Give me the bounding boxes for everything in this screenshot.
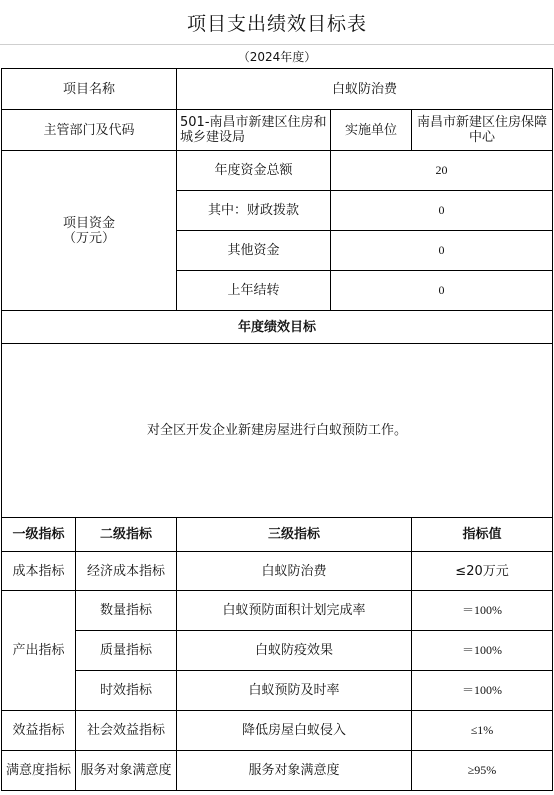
- indicator-level3: 降低房屋白蚁侵入: [177, 711, 412, 751]
- funds-item-value: 0: [331, 271, 553, 311]
- funds-item-label: 其中：财政拨款: [177, 191, 331, 231]
- project-name-row: [2, 69, 553, 110]
- indicator-level1: 效益指标: [2, 711, 76, 751]
- indicator-level3: 白蚁防疫效果: [177, 631, 412, 671]
- header-level3: 三级指标: [177, 518, 412, 552]
- funds-label: 项目资金 （万元）: [2, 151, 177, 311]
- funds-item-value: 0: [331, 191, 553, 231]
- indicator-level2: 经济成本指标: [76, 552, 177, 591]
- indicator-row: [2, 711, 553, 751]
- funds-item-label: 上年结转: [177, 271, 331, 311]
- indicator-level3: 白蚁预防面积计划完成率: [177, 591, 412, 631]
- indicator-value: ＝100%: [412, 591, 553, 631]
- funds-item-value: 0: [331, 231, 553, 271]
- indicator-level2: 服务对象满意度: [76, 751, 177, 791]
- indicator-level3: 白蚁防治费: [177, 552, 412, 591]
- indicator-value: ≥95%: [412, 751, 553, 791]
- indicator-level2: 数量指标: [76, 591, 177, 631]
- funds-item-label: 年度资金总额: [177, 151, 331, 191]
- indicator-value: ≤1%: [412, 711, 553, 751]
- indicator-header-row: [2, 518, 553, 552]
- indicator-level1: 成本指标: [2, 552, 76, 591]
- project-name-value: 白蚁防治费: [177, 69, 553, 110]
- funds-item-value: 20: [331, 151, 553, 191]
- annual-goal-header-row: [2, 311, 553, 344]
- indicator-value: ≤20万元: [412, 552, 553, 591]
- project-name-label: 项目名称: [2, 69, 177, 110]
- annual-goal-row: [2, 344, 553, 518]
- implementing-unit-label: 实施单位: [331, 110, 412, 151]
- indicator-level2: 社会效益指标: [76, 711, 177, 751]
- department-row: [2, 110, 553, 151]
- indicator-level1: 满意度指标: [2, 751, 76, 791]
- department-value: 501-南昌市新建区住房和城乡建设局: [177, 110, 331, 151]
- performance-table: [1, 68, 553, 791]
- header-value: 指标值: [412, 518, 553, 552]
- indicator-level2: 时效指标: [76, 671, 177, 711]
- indicator-row: [2, 552, 553, 591]
- indicator-row: [2, 631, 553, 671]
- header-level2: 二级指标: [76, 518, 177, 552]
- indicator-row: [2, 591, 553, 631]
- implementing-unit-value: 南昌市新建区住房保障中心: [412, 110, 553, 151]
- indicator-row: [2, 751, 553, 791]
- fiscal-year: （2024年度）: [237, 49, 317, 64]
- indicator-level2: 质量指标: [76, 631, 177, 671]
- indicator-level3: 白蚁预防及时率: [177, 671, 412, 711]
- annual-goal-header: 年度绩效目标: [2, 311, 553, 344]
- funds-item-label: 其他资金: [177, 231, 331, 271]
- annual-goal-text: 对全区开发企业新建房屋进行白蚁预防工作。: [2, 344, 553, 518]
- department-label: 主管部门及代码: [2, 110, 177, 151]
- indicator-value: ＝100%: [412, 671, 553, 711]
- header-level1: 一级指标: [2, 518, 76, 552]
- indicator-value: ＝100%: [412, 631, 553, 671]
- indicator-level1: 产出指标: [2, 591, 76, 711]
- indicator-level3: 服务对象满意度: [177, 751, 412, 791]
- page-title: 项目支出绩效目标表: [0, 0, 554, 45]
- funds-row: [2, 151, 553, 191]
- indicator-row: [2, 671, 553, 711]
